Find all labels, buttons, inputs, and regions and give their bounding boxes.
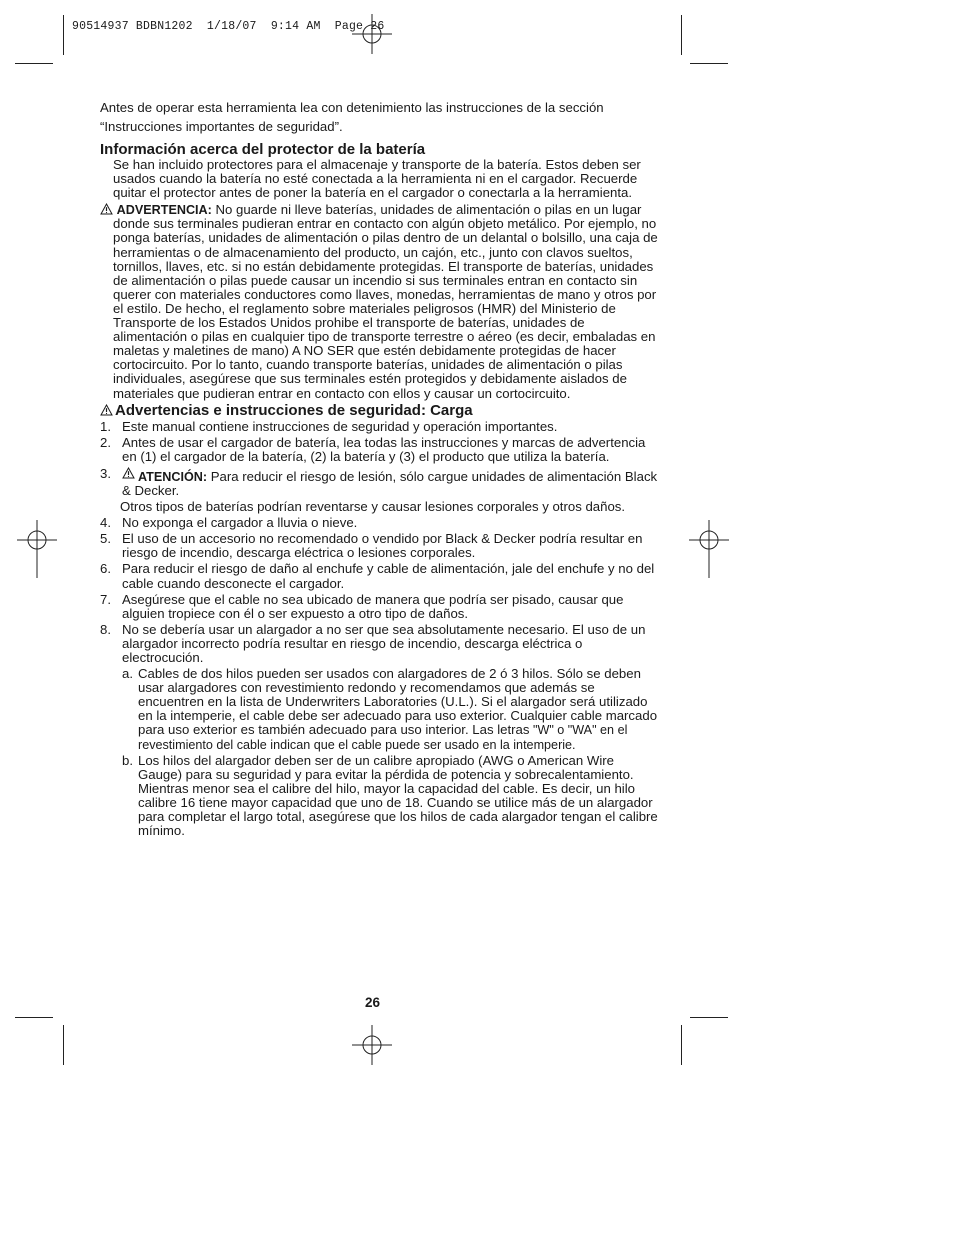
crop-mark — [63, 1025, 64, 1065]
warning-paragraph — [100, 203, 660, 400]
sub-item-text: Cables de dos hilos pueden ser usados con alargadores de 2 ó 3 hilos. Sólo se deben usar alargadores con revestimiento redondo y recomendamos que además se encuentren en la lista de Underwriters Laboratories (U.L.). Si el alargador será utilizado en la intemperie, el cable debe ser adecuado para uso exterior. Cualquier cable marcado para uso exterior es también adecuado para uso interior. Las letras — [138, 666, 658, 738]
crop-mark — [690, 63, 728, 64]
item-number: 2. — [100, 434, 111, 450]
item-text: Para reducir el riesgo de lesión, sólo cargue unidades de alimentación Black & Decker. — [122, 468, 658, 498]
battery-protector-paragraph: Se han incluido protectores para el almacenaje y transporte de la batería. Estos deben ser usados cuando la batería no esté conectada a la herramienta ni en el cargador. Recuerde quitar el protector antes de poner la batería en el cargador o conectarla a la herramienta. — [113, 157, 641, 201]
item-number: 4. — [100, 515, 111, 531]
warning-triangle-icon — [122, 467, 135, 479]
list-item — [100, 532, 660, 560]
item-text: Este manual contiene instrucciones de seguridad y operación importantes. — [122, 418, 558, 434]
list-item — [100, 467, 660, 498]
list-item — [100, 420, 660, 434]
item-number: 8. — [100, 621, 111, 637]
safety-instructions-list — [100, 420, 660, 498]
item-number: 1. — [100, 418, 111, 434]
sub-item-letter: a. — [122, 666, 133, 682]
attention-label: ATENCIÓN: — [138, 469, 208, 484]
printer-slug: 90514937 BDBN1202 1/18/07 9:14 AM Page 26 — [72, 20, 385, 33]
page-number: 26 — [365, 995, 381, 1010]
registration-mark-icon — [17, 520, 57, 580]
item-text: El uso de un accesorio no recomendado o vendido por Black & Decker podría resultar en riesgo de incendio, descarga eléctrica o lesiones corporales. — [122, 531, 643, 561]
list-item — [100, 562, 660, 590]
page-content — [100, 98, 660, 840]
warning-triangle-icon — [100, 203, 113, 215]
warning-text: No guarde ni lleve baterías, unidades de alimentación o pilas en un lugar donde sus terminales pudieran entrar en contacto con algún objeto metálico. Por ejemplo, no ponga baterías, unidades de alimentación o pilas dentro de un delantal o bolsillo, una caja de herramientas o de almacenamiento del producto, un cajón, etc., junto con clavos sueltos, tornillos, llaves, etc. si no están debidamente protegidas. El transporte de baterías, unidades de alimentación o pilas puede causar un incendio si sus terminales entran en contacto sin querer con materiales conductores como llaves, monedas, herramientas de mano y otros por el estilo. De hecho, el reglamento sobre materiales peligrosos (HMR) del Ministerio de Transporte de los Estados Unidos prohibe el transporte de baterías, unidades de alimentación o pilas en cualquier tipo de transporte terrestre o aéreo (es decir, embaladas en maletas y maletines de mano) A NO SER que estén debidamente protegidas de hacer cortocircuito. Por lo tanto, cuando transporte baterías, unidades de alimentación o pilas individuales, asegúrese que sus terminales estén protegidos y debidamente aislados de materiales que pudieran entrar en contacto con ellos y causar un cortocircuito. — [113, 202, 658, 401]
list-item — [100, 623, 660, 665]
section-heading-battery-protector: Información acerca del protector de la batería — [100, 141, 426, 158]
list-item — [100, 516, 660, 530]
section-heading-charging-safety — [100, 402, 660, 419]
item-text: No exponga el cargador a lluvia o nieve. — [122, 515, 358, 531]
sub-item-text-small: "W" o "WA" en el revestimiento del cable indican que el cable puede ser usado en la intemperie. — [138, 723, 628, 752]
registration-mark-icon — [689, 520, 729, 580]
sub-item-letter: b. — [122, 752, 133, 768]
item-number: 5. — [100, 531, 111, 547]
safety-instructions-list-cont — [100, 516, 660, 665]
list-item — [100, 436, 660, 464]
item-text: No se debería usar un alargador a no ser que sea absolutamente necesario. El uso de un alargador incorrecto podría resultar en riesgo de incendio, descarga eléctrica o electrocución. — [122, 621, 646, 665]
registration-mark-icon — [352, 1025, 392, 1065]
item-text: Para reducir el riesgo de daño al enchufe y cable de alimentación, jale del enchufe y no del cable cuando desconecte el cargador. — [122, 561, 655, 591]
crop-mark — [15, 1017, 53, 1018]
item-number: 6. — [100, 561, 111, 577]
intro-paragraph: Antes de operar esta herramienta lea con detenimiento las instrucciones de la sección “Instrucciones importantes de seguridad”. — [100, 100, 604, 134]
item-number: 7. — [100, 591, 111, 607]
crop-mark — [690, 1017, 728, 1018]
item-number: 3. — [100, 465, 111, 481]
sub-item-text: Los hilos del alargador deben ser de un calibre apropiado (AWG o American Wire Gauge) para su seguridad y para evitar la pérdida de potencia y sobrecalentamiento. Mientras menor sea el calibre del hilo, mayor la capacidad del cable. Es decir, un hilo calibre 16 tiene mayor capacidad que uno de 18. Cuando se utilice más de un alargador para completar el largo total, asegúrese que los hilos de cada alargador tengan el calibre mínimo. — [138, 752, 658, 839]
warning-triangle-icon — [100, 404, 113, 416]
list-item — [100, 593, 660, 621]
crop-mark — [681, 1025, 682, 1065]
item3-extra-note: Otros tipos de baterías podrían reventarse y causar lesiones corporales y otros daños. — [120, 499, 626, 515]
section-heading-text: Advertencias e instrucciones de seguridad: Carga — [115, 401, 473, 419]
warning-label: ADVERTENCIA: — [116, 203, 212, 218]
sub-item-b — [100, 754, 660, 839]
crop-mark — [63, 15, 64, 55]
sub-item-a — [100, 667, 660, 752]
item-text: Asegúrese que el cable no sea ubicado de manera que podría ser pisado, causar que alguien tropiece con él o ser expuesto a otro tipo de daños. — [122, 591, 624, 621]
registration-mark-icon — [352, 14, 392, 54]
crop-mark — [681, 15, 682, 55]
crop-mark — [15, 63, 53, 64]
item-text: Antes de usar el cargador de batería, lea todas las instrucciones y marcas de advertencia en (1) el cargador de la batería, (2) la batería y (3) el producto que utiliza la batería. — [122, 434, 646, 464]
